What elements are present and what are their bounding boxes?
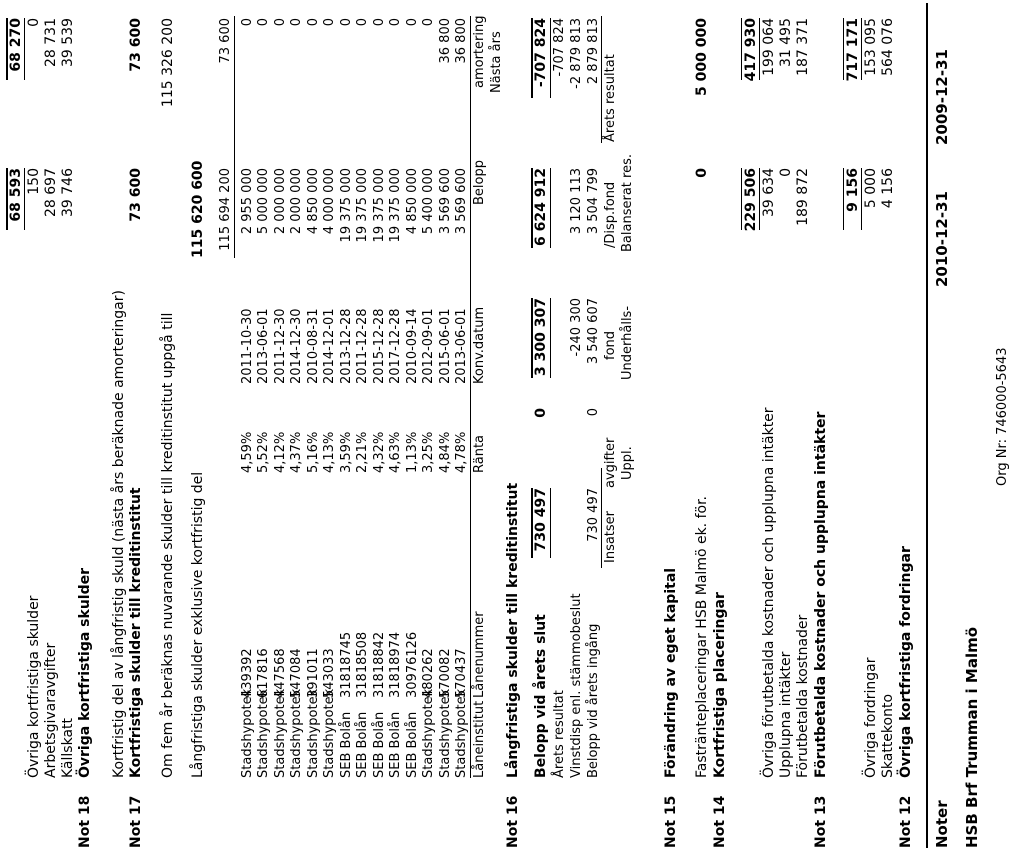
note-title: Övriga kortfristiga fordringar [898, 546, 914, 778]
loan-conversion-date: 2017-12-28 [388, 308, 403, 384]
loan-amount: 19 375 000 [388, 168, 403, 243]
value-2010: 4 156 [880, 168, 896, 209]
loan-next-amortization: 0 [289, 18, 304, 27]
loan-rate: 4,12% [272, 431, 288, 473]
loan-conversion-date: 2010-09-14 [404, 308, 420, 384]
loan-conversion-date: 2011-10-30 [239, 308, 255, 384]
value-2010: 73 600 [128, 168, 144, 222]
loan-conversion-date: 2013-06-01 [256, 308, 271, 384]
note-number: Not 18 [77, 795, 93, 848]
sum-rule [861, 18, 862, 80]
equity-uppl: 0 [586, 408, 601, 417]
value-2009: 73 600 [128, 18, 144, 72]
equity-header: Årets resultat [603, 54, 618, 142]
section-title: Noter [933, 800, 951, 848]
loan-rate: 4,78% [454, 431, 469, 473]
total-rule [531, 298, 533, 378]
loan-rate: 4,13% [322, 431, 337, 473]
total-2010: 68 593 [8, 168, 24, 222]
loan-rate: 2,21% [355, 431, 370, 473]
line-label: Källskatt [60, 717, 76, 778]
total-rule [843, 18, 844, 80]
note-number: Not 17 [128, 795, 144, 848]
loan-amount: 19 375 000 [355, 168, 370, 243]
value-2010: 150 [26, 168, 42, 195]
loan-institute: SEB Bolån [404, 711, 420, 778]
loan-institute: Stadshypotek [437, 688, 453, 778]
loan-rate: 3,25% [421, 431, 436, 473]
line-label: Skattekonto [880, 693, 896, 778]
note-number: Not 12 [898, 795, 914, 848]
total-rule [741, 168, 742, 230]
loan-number: 439392 [239, 648, 255, 698]
sum-rule [24, 168, 25, 230]
equity-row-label: Årets resultat [552, 690, 567, 778]
five-year-label: Om fem år beräknas nuvarande skulder till kreditinstitut uppgå till [160, 312, 176, 778]
excl-value-2010: 115 620 600 [190, 160, 206, 258]
sum-rule [759, 18, 760, 80]
equity-underhall: -240 300 [569, 298, 584, 357]
loan-number: 31818842 [371, 631, 387, 698]
equity-total-balanserat: 6 624 912 [533, 168, 549, 246]
loan-next-amortization: 0 [272, 18, 288, 27]
loan-amount: 5 400 000 [421, 168, 436, 235]
note-title: Förutbetalda kostnader och upplupna intäkter [813, 411, 829, 778]
loan-next-amortization: 0 [404, 18, 420, 27]
loan-rate: 3,59% [338, 431, 354, 473]
loan-institute: Stadshypotek [305, 688, 321, 778]
equity-arets: 2 879 813 [586, 18, 601, 85]
loan-amount: 2 000 000 [289, 168, 304, 235]
line-label: Förutbetalda kostnader [795, 614, 811, 778]
loan-conversion-date: 2010-08-31 [305, 308, 321, 384]
loan-institute: SEB Bolån [355, 711, 370, 778]
loan-rate: 4,37% [289, 431, 304, 473]
line-label: Kortfristig del av långfristig skuld (nästa års beräknade amorteringar) [111, 290, 127, 778]
note-title: Övriga kortfristiga skulder [77, 567, 93, 778]
loan-conversion-date: 2013-12-28 [338, 308, 354, 384]
loan-next-amortization: 36 800 [437, 18, 453, 64]
loan-header-nasta: Nästa års [489, 31, 504, 93]
loan-institute: Stadshypotek [256, 688, 271, 778]
loan-amount: 19 375 000 [371, 168, 387, 243]
value-2009: 31 495 [778, 18, 794, 67]
equity-header: Balanserat res. [620, 154, 635, 252]
loan-sum-rule [234, 16, 235, 258]
equity-header: avgifter [603, 437, 618, 488]
sum-rule [550, 488, 551, 558]
value-2009: 564 076 [880, 18, 896, 76]
loan-sum-belopp: 115 694 200 [218, 168, 233, 251]
equity-total-insatser: 730 497 [533, 488, 549, 552]
note-number: Not 14 [712, 795, 728, 848]
line-label: Övriga förutbetalda kostnader och upplupna intäkter [761, 407, 777, 778]
value-2009: 28 731 [43, 18, 59, 67]
loan-institute: SEB Bolån [371, 711, 387, 778]
equity-arets: -2 879 813 [569, 18, 584, 89]
loan-header-nr: Lånenummer [472, 611, 487, 698]
loan-next-amortization: 0 [338, 18, 354, 27]
total-rule [531, 18, 533, 98]
note-title: Långfristiga skulder till kreditinstitut [505, 482, 521, 778]
loan-next-amortization: 0 [239, 18, 255, 27]
loan-number: 547084 [289, 648, 304, 698]
header-rule [601, 468, 602, 568]
loan-amount: 19 375 000 [338, 168, 354, 243]
loan-number: 30976126 [404, 631, 420, 698]
note-title: Kortfristiga skulder till kreditinstitut [128, 487, 144, 778]
loan-conversion-date: 2014-12-01 [322, 308, 337, 384]
loan-next-amortization: 36 800 [454, 18, 469, 64]
loan-number: 570082 [437, 648, 453, 698]
value-2009: 5 000 000 [694, 18, 710, 96]
loan-next-amortization: 0 [388, 18, 403, 27]
line-label: Upplupna intäkter [778, 651, 794, 778]
excl-label: Långfristiga skulder exklusive kortfristig del [190, 471, 206, 778]
total-rule [531, 488, 533, 558]
value-2010: 0 [694, 168, 710, 178]
total-rule [843, 168, 844, 230]
loan-amount: 4 850 000 [305, 168, 321, 235]
value-2010: 28 697 [43, 168, 59, 217]
loan-header-amort: amortering [472, 15, 487, 88]
line-label: Fasträntepl​aceringar HSB Malmö ek. för. [694, 495, 710, 778]
loan-institute: Stadshypotek [454, 688, 469, 778]
total-rule [531, 168, 533, 248]
total-2010: 229 506 [743, 168, 759, 232]
value-2009: 199 064 [761, 18, 777, 76]
equity-total-uppl: 0 [533, 408, 549, 418]
note-title: Kortfristiga placeringar [712, 592, 728, 778]
loan-number: 480262 [421, 648, 436, 698]
loan-number: 31818745 [338, 631, 354, 698]
note-number: Not 16 [505, 795, 521, 848]
loan-number: 543033 [322, 648, 337, 698]
loan-number: 570437 [454, 648, 469, 698]
loan-header-rule [470, 16, 471, 778]
note-number: Not 15 [663, 795, 679, 848]
total-rule [6, 18, 8, 80]
loan-amount: 2 000 000 [272, 168, 288, 235]
loan-header-konv: Konv.datum [472, 306, 487, 384]
equity-balanserat: 3 120 113 [569, 168, 584, 235]
sum-rule [24, 18, 25, 80]
equity-total-underhall: 3 300 307 [533, 298, 549, 376]
loan-conversion-date: 2014-12-30 [289, 308, 304, 384]
equity-row-label: Belopp vid årets ingång [586, 623, 601, 778]
total-2009: 417 930 [743, 18, 759, 82]
value-2010: 0 [778, 168, 794, 177]
loan-next-amortization: 0 [355, 18, 370, 27]
loan-number: 31818974 [388, 631, 403, 698]
equity-arets: -707 824 [552, 18, 567, 77]
total-rule [741, 18, 742, 80]
equity-header: fond [603, 330, 618, 360]
total-2010: 9 156 [845, 168, 861, 212]
value-2009: 0 [26, 18, 42, 27]
loan-institute: SEB Bolån [338, 711, 354, 778]
sum-rule [550, 18, 551, 98]
column-header-2010: 2010-12-31 [933, 191, 951, 287]
loan-amount: 4 000 000 [322, 168, 337, 235]
value-2010: 39 634 [761, 168, 777, 217]
equity-underhall: 3 540 607 [586, 298, 601, 365]
loan-sum-amort: 73 600 [218, 18, 233, 64]
loan-next-amortization: 0 [322, 18, 337, 27]
line-label: Övriga kortfristiga skulder [26, 595, 42, 778]
loan-conversion-date: 2012-09-01 [421, 308, 436, 384]
loan-rate: 1,13% [404, 431, 420, 473]
loan-institute: Stadshypotek [421, 688, 436, 778]
loan-institute: Stadshypotek [322, 688, 337, 778]
loan-institute: Stadshypotek [289, 688, 304, 778]
column-header-2009: 2009-12-31 [933, 49, 951, 145]
loan-rate: 4,59% [239, 431, 255, 473]
value-2010: 39 746 [60, 168, 76, 217]
loan-header-ranta: Ränta [472, 434, 487, 473]
loan-header-belopp: Belopp [472, 160, 487, 205]
loan-rate: 5,16% [305, 431, 321, 473]
total-2009: 68 270 [8, 18, 24, 72]
loan-rate: 4,32% [371, 431, 387, 473]
org-number: Org Nr: 746000-5643 [995, 347, 1010, 486]
note-title: Förändring av eget kapital [663, 567, 679, 778]
sum-rule [759, 168, 760, 230]
loan-number: 447568 [272, 648, 288, 698]
sum-rule [550, 168, 551, 248]
header-rule [601, 16, 602, 143]
equity-header: Underhålls- [620, 305, 635, 380]
loan-conversion-date: 2015-06-01 [437, 308, 453, 384]
equity-total-label: Belopp vid årets slut [533, 614, 549, 778]
five-year-value-2009: 115 326 200 [160, 18, 176, 108]
total-2009: 717 171 [845, 18, 861, 82]
loan-institute: SEB Bolån [388, 711, 403, 778]
loan-number: 391011 [305, 648, 321, 698]
equity-total-arets: -707 824 [533, 18, 549, 88]
equity-balanserat: 3 504 799 [586, 168, 601, 235]
loan-next-amortization: 0 [256, 18, 271, 27]
loan-institute: Stadshypotek [272, 688, 288, 778]
total-rule [6, 168, 8, 230]
line-label: Övriga fordringar [863, 657, 879, 778]
loan-amount: 2 955 000 [239, 168, 255, 235]
loan-number: 617816 [256, 648, 271, 698]
line-label: Arbetsgivaravgifter [43, 642, 59, 778]
sum-rule [550, 298, 551, 378]
loan-conversion-date: 2011-12-28 [355, 308, 370, 384]
equity-header: /Disp.fond [603, 181, 618, 248]
equity-header: Insatser [603, 510, 618, 563]
loan-amount: 4 850 000 [404, 168, 420, 235]
loan-amount: 5 000 000 [256, 168, 271, 235]
loan-conversion-date: 2013-06-01 [454, 308, 469, 384]
loan-conversion-date: 2015-12-28 [371, 308, 387, 384]
equity-header: Uppl. [620, 446, 635, 480]
loan-amount: 3 569 600 [437, 168, 453, 235]
loan-amount: 3 569 600 [454, 168, 469, 235]
value-2009: 39 539 [60, 18, 76, 67]
value-2010: 189 872 [795, 168, 811, 226]
loan-number: 31818508 [355, 631, 370, 698]
value-2009: 153 095 [863, 18, 879, 76]
company-name: HSB Brf Trumman i Malmö [963, 626, 981, 848]
value-2009: 187 371 [795, 18, 811, 76]
loan-rate: 5,52% [256, 431, 271, 473]
header-rule [926, 3, 928, 848]
loan-next-amortization: 0 [421, 18, 436, 27]
value-2010: 5 000 [863, 168, 879, 209]
note-number: Not 13 [813, 795, 829, 848]
loan-next-amortization: 0 [371, 18, 387, 27]
loan-rate: 4,84% [437, 431, 453, 473]
loan-next-amortization: 0 [305, 18, 321, 27]
loan-conversion-date: 2011-12-30 [272, 308, 288, 384]
loan-rate: 4,63% [388, 431, 403, 473]
loan-institute: Stadshypotek [239, 688, 255, 778]
equity-insatser: 730 497 [586, 488, 601, 542]
sum-rule [861, 168, 862, 230]
loan-header-inst: Låneinstitut [472, 700, 487, 778]
equity-row-label: Vinstdisp enl. stämmobeslut [569, 593, 584, 778]
